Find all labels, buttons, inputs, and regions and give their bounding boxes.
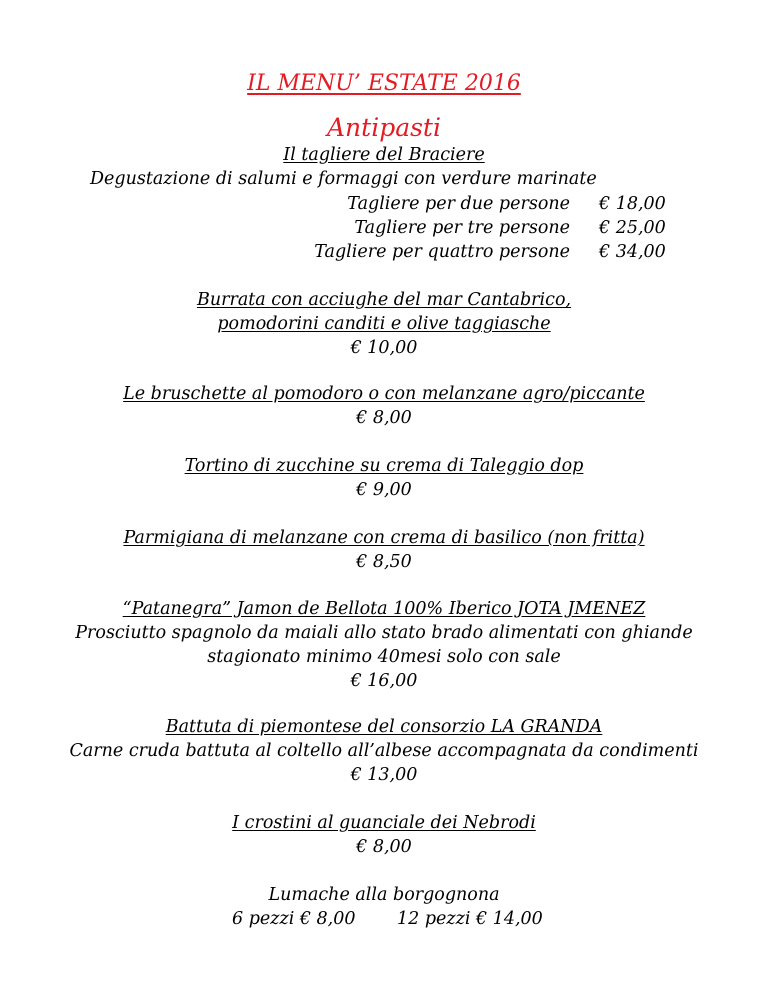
item-lumache-price-6: 6 pezzi € 8,00: [232, 909, 356, 929]
item-crostini-price: € 8,00: [356, 837, 412, 857]
tagliere-option-price: € 25,00: [599, 218, 666, 238]
tagliere-option-price: € 34,00: [599, 242, 666, 262]
item-crostini-name: I crostini al guanciale dei Nebrodi: [232, 813, 536, 833]
item-burrata-name-line1: Burrata con acciughe del mar Cantabrico,: [196, 290, 572, 310]
item-patanegra-desc-line2: stagionato minimo 40mesi solo con sale: [207, 647, 561, 667]
tagliere-option-price: € 18,00: [599, 194, 666, 214]
item-bruschette-price: € 8,00: [356, 408, 412, 428]
item-patanegra-name: “Patanegra” Jamon de Bellota 100% Iberico JOTA JMENEZ: [122, 599, 646, 619]
tagliere-option-three: [0, 216, 768, 240]
item-tortino-price: € 9,00: [356, 480, 412, 500]
menu-title: IL MENU’ ESTATE 2016: [247, 71, 521, 96]
item-burrata-price: € 10,00: [350, 338, 418, 358]
tagliere-description: Degustazione di salumi e formaggi con verdure marinate: [90, 169, 597, 189]
item-patanegra-desc-line1: Prosciutto spagnolo da maiali allo stato brado alimentati con ghiande: [75, 623, 693, 643]
tagliere-name: Il tagliere del Braciere: [283, 145, 485, 165]
tagliere-option-four: [0, 240, 768, 264]
item-lumache-prices: [0, 907, 768, 931]
tagliere-option-label: Tagliere per quattro persone: [314, 242, 570, 262]
item-lumache-price-12: 12 pezzi € 14,00: [397, 909, 543, 929]
item-lumache-name: Lumache alla borgognona: [268, 885, 500, 905]
item-parmigiana-price: € 8,50: [356, 552, 412, 572]
tagliere-option-label: Tagliere per tre persone: [354, 218, 570, 238]
item-battuta-name: Battuta di piemontese del consorzio LA GRANDA: [165, 717, 603, 737]
item-battuta-desc: Carne cruda battuta al coltello all’albese accompagnata da condimenti: [69, 741, 699, 761]
item-battuta-price: € 13,00: [350, 765, 418, 785]
item-parmigiana-name: Parmigiana di melanzane con crema di basilico (non fritta): [123, 528, 645, 548]
tagliere-option-two: [0, 192, 768, 216]
item-bruschette-name: Le bruschette al pomodoro o con melanzane agro/piccante: [123, 384, 645, 404]
section-title-antipasti: Antipasti: [327, 113, 441, 142]
tagliere-option-label: Tagliere per due persone: [347, 194, 570, 214]
item-patanegra-price: € 16,00: [350, 671, 418, 691]
item-burrata-name-line2: pomodorini canditi e olive taggiasche: [217, 314, 551, 334]
item-tortino-name: Tortino di zucchine su crema di Taleggio dop: [184, 456, 584, 476]
